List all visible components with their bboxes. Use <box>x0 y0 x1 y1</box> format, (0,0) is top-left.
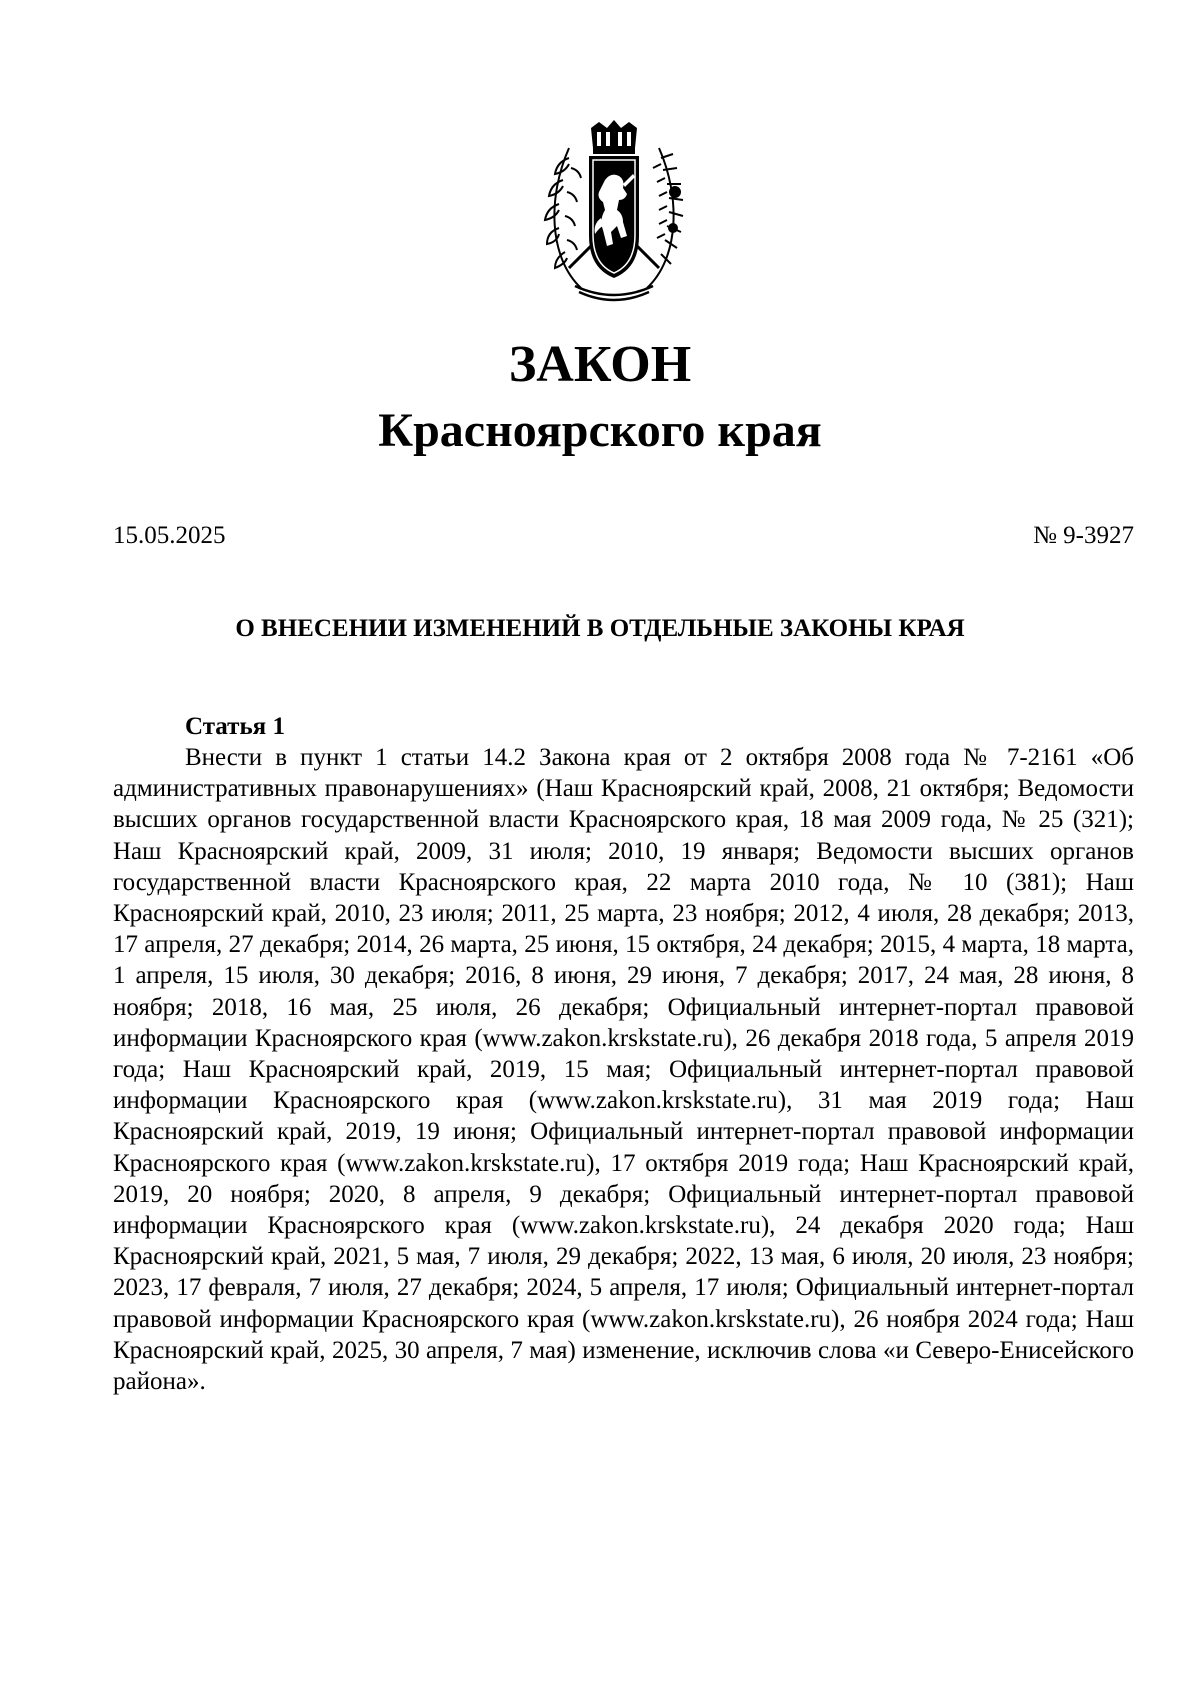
document-date: 15.05.2025 <box>113 522 226 549</box>
article-text: Внести в пункт 1 статьи 14.2 Закона края от 2 октября 2008 года № 7-2161 «Об административных правонарушениях» (Наш Красноярский край, 2008, 21 октября; Ведомости высших органов государственной власти Красноярского края, 18 мая 2009 года, № 25 (321); Наш Красноярский край, 2009, 31 июля; 2010, 19 января; Ведомости высших органов государственной власти Красноярского края, 22 марта 2010 года, № 10 (381); Наш Красноярский край, 2010, 23 июля; 2011, 25 марта, 23 ноября; 2012, 4 июля, 28 декабря; 2013, 17 апреля, 27 декабря; 2014, 26 марта, 25 июня, 15 октября, 24 декабря; 2015, 4 марта, 18 марта, 1 апреля, 15 июля, 30 декабря; 2016, 8 июня, 29 июня, 7 декабря; 2017, 24 мая, 28 июня, 8 ноября; 2018, 16 мая, 25 июля, 26 декабря; Официальный интернет-портал правовой информации Красноярского края (www.zakon.krskstate.ru), 26 декабря 2018 года, 5 апреля 2019 года; Наш Красноярский край, 2019, 15 мая; Официальный интернет-портал правовой информации Красноярского края (www.zakon.krskstate.ru), 31 мая 2019 года; Наш Красноярский край, 2019, 19 июня; Официальный интернет-портал правовой информации Красноярского края (www.zakon.krskstate.ru), 17 октября 2019 года; Наш Красноярский край, 2019, 20 ноября; 2020, 8 апреля, 9 декабря; Официальный интернет-портал правовой информации Красноярского края (www.zakon.krskstate.ru), 24 декабря 2020 года; Наш Красноярский край, 2021, 5 мая, 7 июля, 29 декабря; 2022, 13 мая, 6 июля, 20 июля, 23 ноября; 2023, 17 февраля, 7 июля, 27 декабря; 2024, 5 апреля, 17 июля; Официальный интернет-портал правовой информации Красноярского края (www.zakon.krskstate.ru), 26 ноября 2024 года; Наш Красноярский край, 2025, 30 апреля, 7 мая) изменение, исключив слова «и Северо-Енисейского района». <box>113 744 1134 1396</box>
ribbon-icon <box>575 286 653 300</box>
coat-of-arms-emblem <box>539 118 689 308</box>
article-title: Статья 1 <box>185 713 285 740</box>
law-subtitle: Красноярского края <box>378 404 822 457</box>
document-number: № 9-3927 <box>1033 522 1134 549</box>
document-heading: О ВНЕСЕНИИ ИЗМЕНЕНИЙ В ОТДЕЛЬНЫЕ ЗАКОНЫ КРАЯ <box>235 615 965 642</box>
law-title: ЗАКОН <box>508 336 692 393</box>
crown-icon <box>591 120 637 154</box>
oak-branch-icon <box>545 148 581 288</box>
fir-branch-icon <box>647 148 683 288</box>
